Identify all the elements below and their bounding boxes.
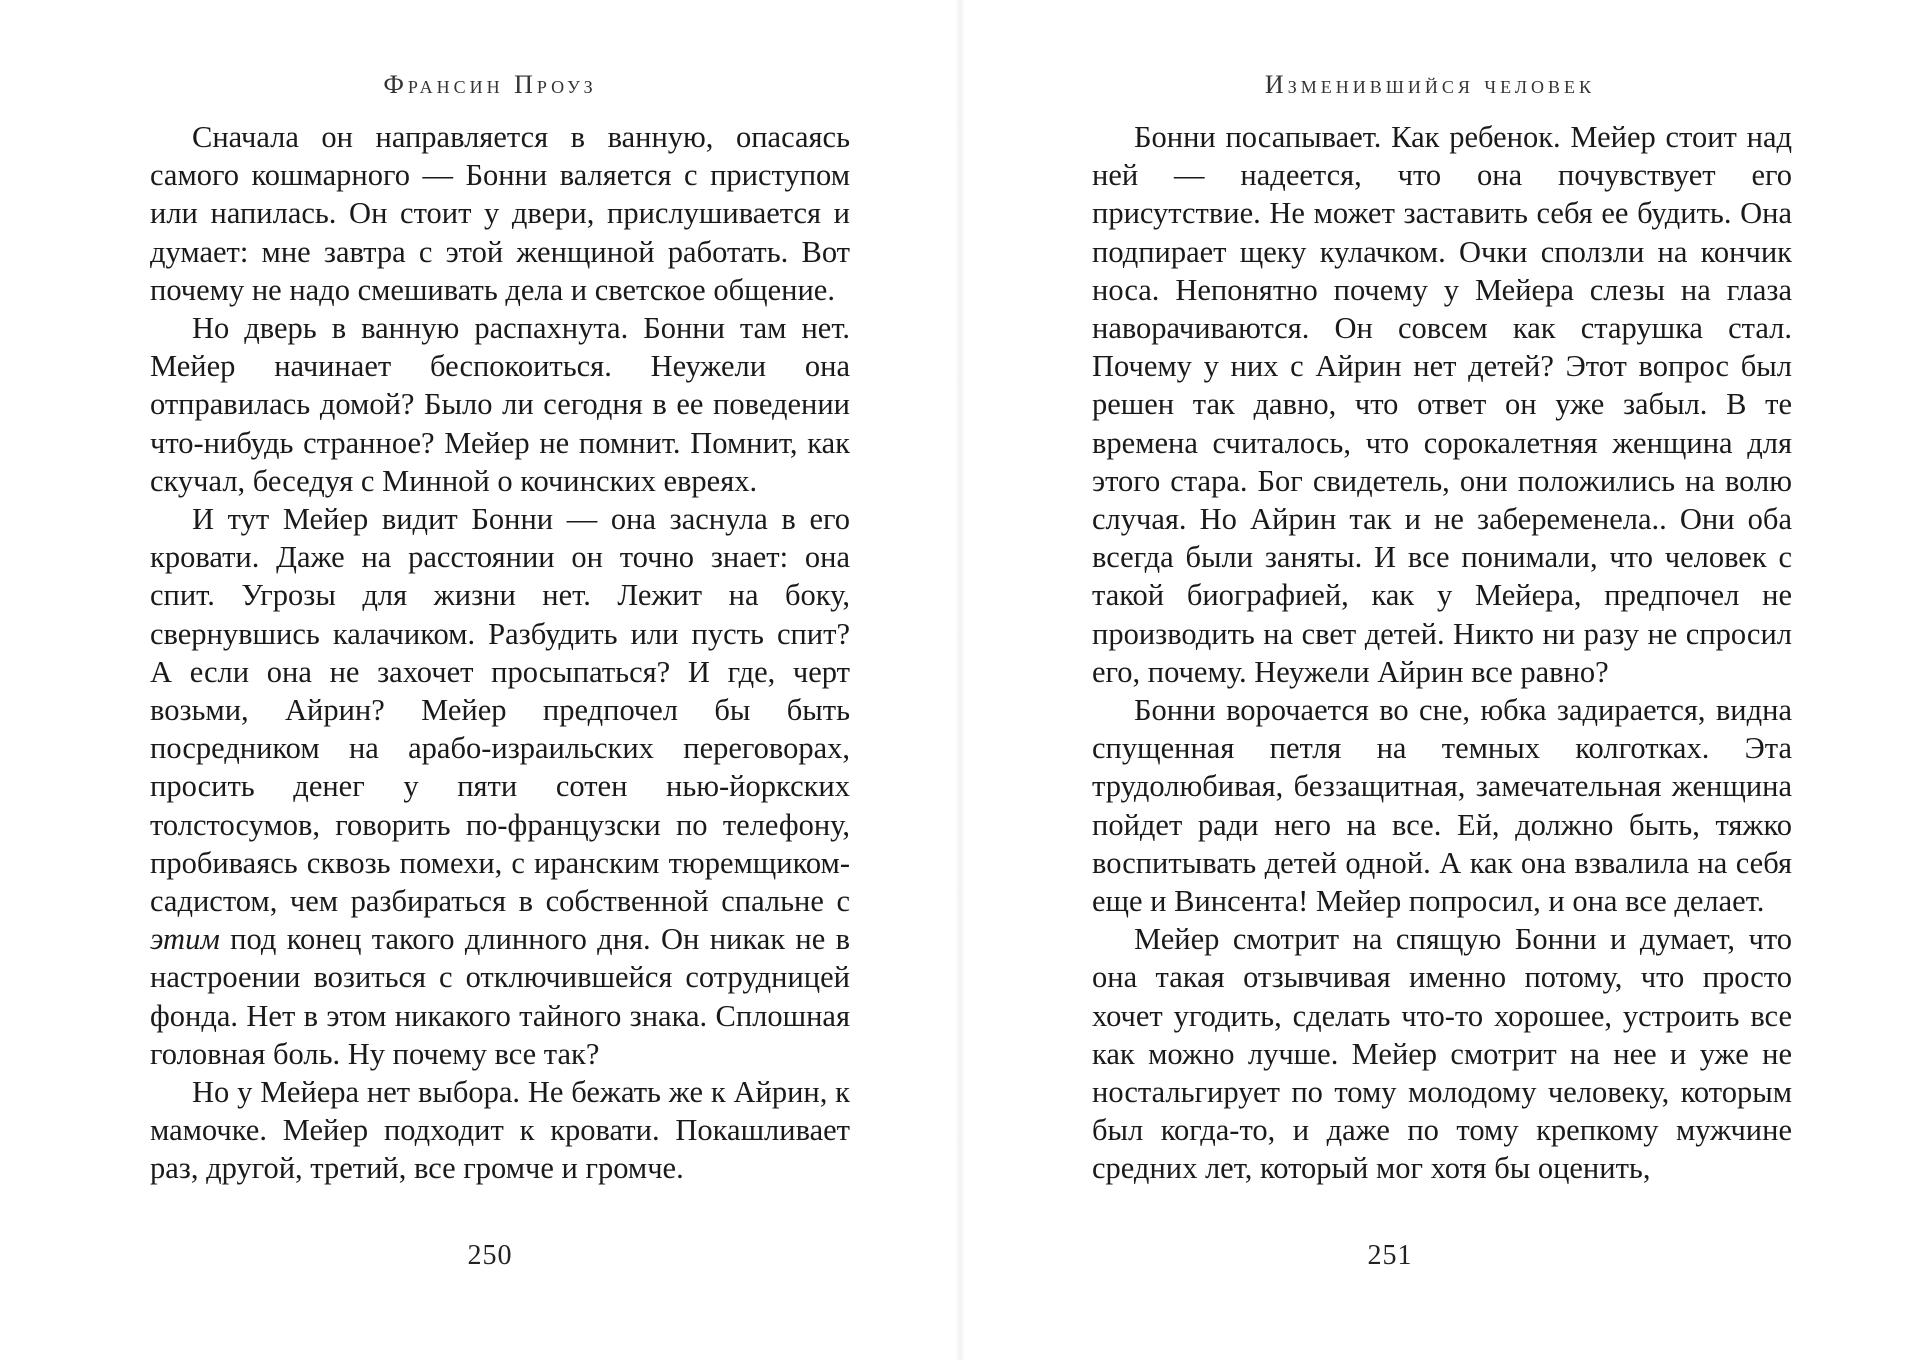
right-page: [960, 0, 1920, 1360]
paragraph: Мейер смотрит на спящую Бонни и думает, что она такая отзывчивая именно потому, что просто хочет угодить, сделать что-то хорошее, устроить все как можно лучше. Мейер смотрит на нее и уже не ностальгирует по тому молодому человеку, которым был когда-то, и даже по тому крепкому мужчине средних лет, который мог хотя бы оценить,: [1092, 922, 1792, 1186]
paragraph: Бонни посапывает. Как ребенок. Мейер стоит над ней — надеется, что она почувствует его присутствие. Не может заставить себя ее будить. Она подпирает щеку кулачком. Очки сползли на кончик носа. Непонятно почему у Мейера слезы на глаза наворачиваются. Он совсем как старушка стал. Почему у них с Айрин нет детей? Этот вопрос был решен так давно, что ответ он уже забыл. В те времена считалось, что сорокалетняя женщина для этого стара. Бог свидетель, они положились на волю случая. Но Айрин так и не забеременела.. Они оба всегда были заняты. И все понимали, что человек с такой биографией, как у Мейера, предпочел не производить на свет детей. Никто ни разу не спросил его, почему. Неужели Айрин все равно?: [1092, 120, 1792, 689]
running-head-title: Изменившийся человек: [1264, 70, 1596, 99]
right-text-block: [1092, 118, 1792, 1188]
page-number: 250: [467, 1240, 513, 1271]
paragraph: Бонни ворочается во сне, юбка задирается, видна спущенная петля на темных колготках. Эта трудолюбивая, беззащитная, замечательная женщина пойдет ради него на все. Ей, должно быть, тяжко воспитывать детей одной. А как она взвалила на себя еще и Винсента! Мейер попросил, и она все делает.: [1092, 693, 1792, 919]
left-text-block: [150, 118, 850, 1188]
page-number: 251: [1367, 1240, 1413, 1271]
paragraph: [150, 500, 850, 1073]
paragraph-text: под конец такого длинного дня. Он никак не в настроении возиться с отключившейся сотрудницей фонда. Нет в этом никакого тайного знака. Сплошная головная боль. Ну почему все так?: [150, 922, 851, 1071]
paragraph-text: И тут Мейер видит Бонни — она заснула в его кровати. Даже на расстоянии он точно знает: она спит. Угрозы для жизни нет. Лежит на боку, свернувшись калачиком. Разбудить или пусть спит? А если она не захочет просыпаться? И где, черт возьми, Айрин? Мейер предпочел бы быть посредником на арабо-израильских переговорах, просить денег у пяти сотен нью-йоркских толстосумов, говорить по-французски по телефону, пробиваясь сквозь помехи, с иранским тюремщиком-садистом, чем разбираться в собственной спальне с: [150, 502, 850, 919]
paragraph: Сначала он направляется в ванную, опасаясь самого кошмарного — Бонни валяется с приступом или напилась. Он стоит у двери, прислушивается и думает: мне завтра с этой женщиной работать. Вот почему не надо смешивать дела и светское общение.: [150, 120, 850, 307]
paragraph: Но дверь в ванную распахнута. Бонни там нет. Мейер начинает беспокоиться. Неужели она отправилась домой? Было ли сегодня в ее поведении что-нибудь странное? Мейер не помнит. Помнит, как скучал, беседуя с Минной о кочинских евреях.: [150, 311, 850, 498]
italic-word: этим: [150, 922, 220, 957]
paragraph: Но у Мейера нет выбора. Не бежать же к Айрин, к мамочке. Мейер подходит к кровати. Покашливает раз, другой, третий, все громче и громче.: [150, 1075, 850, 1186]
running-head-author: Франсин Проуз: [383, 70, 597, 99]
